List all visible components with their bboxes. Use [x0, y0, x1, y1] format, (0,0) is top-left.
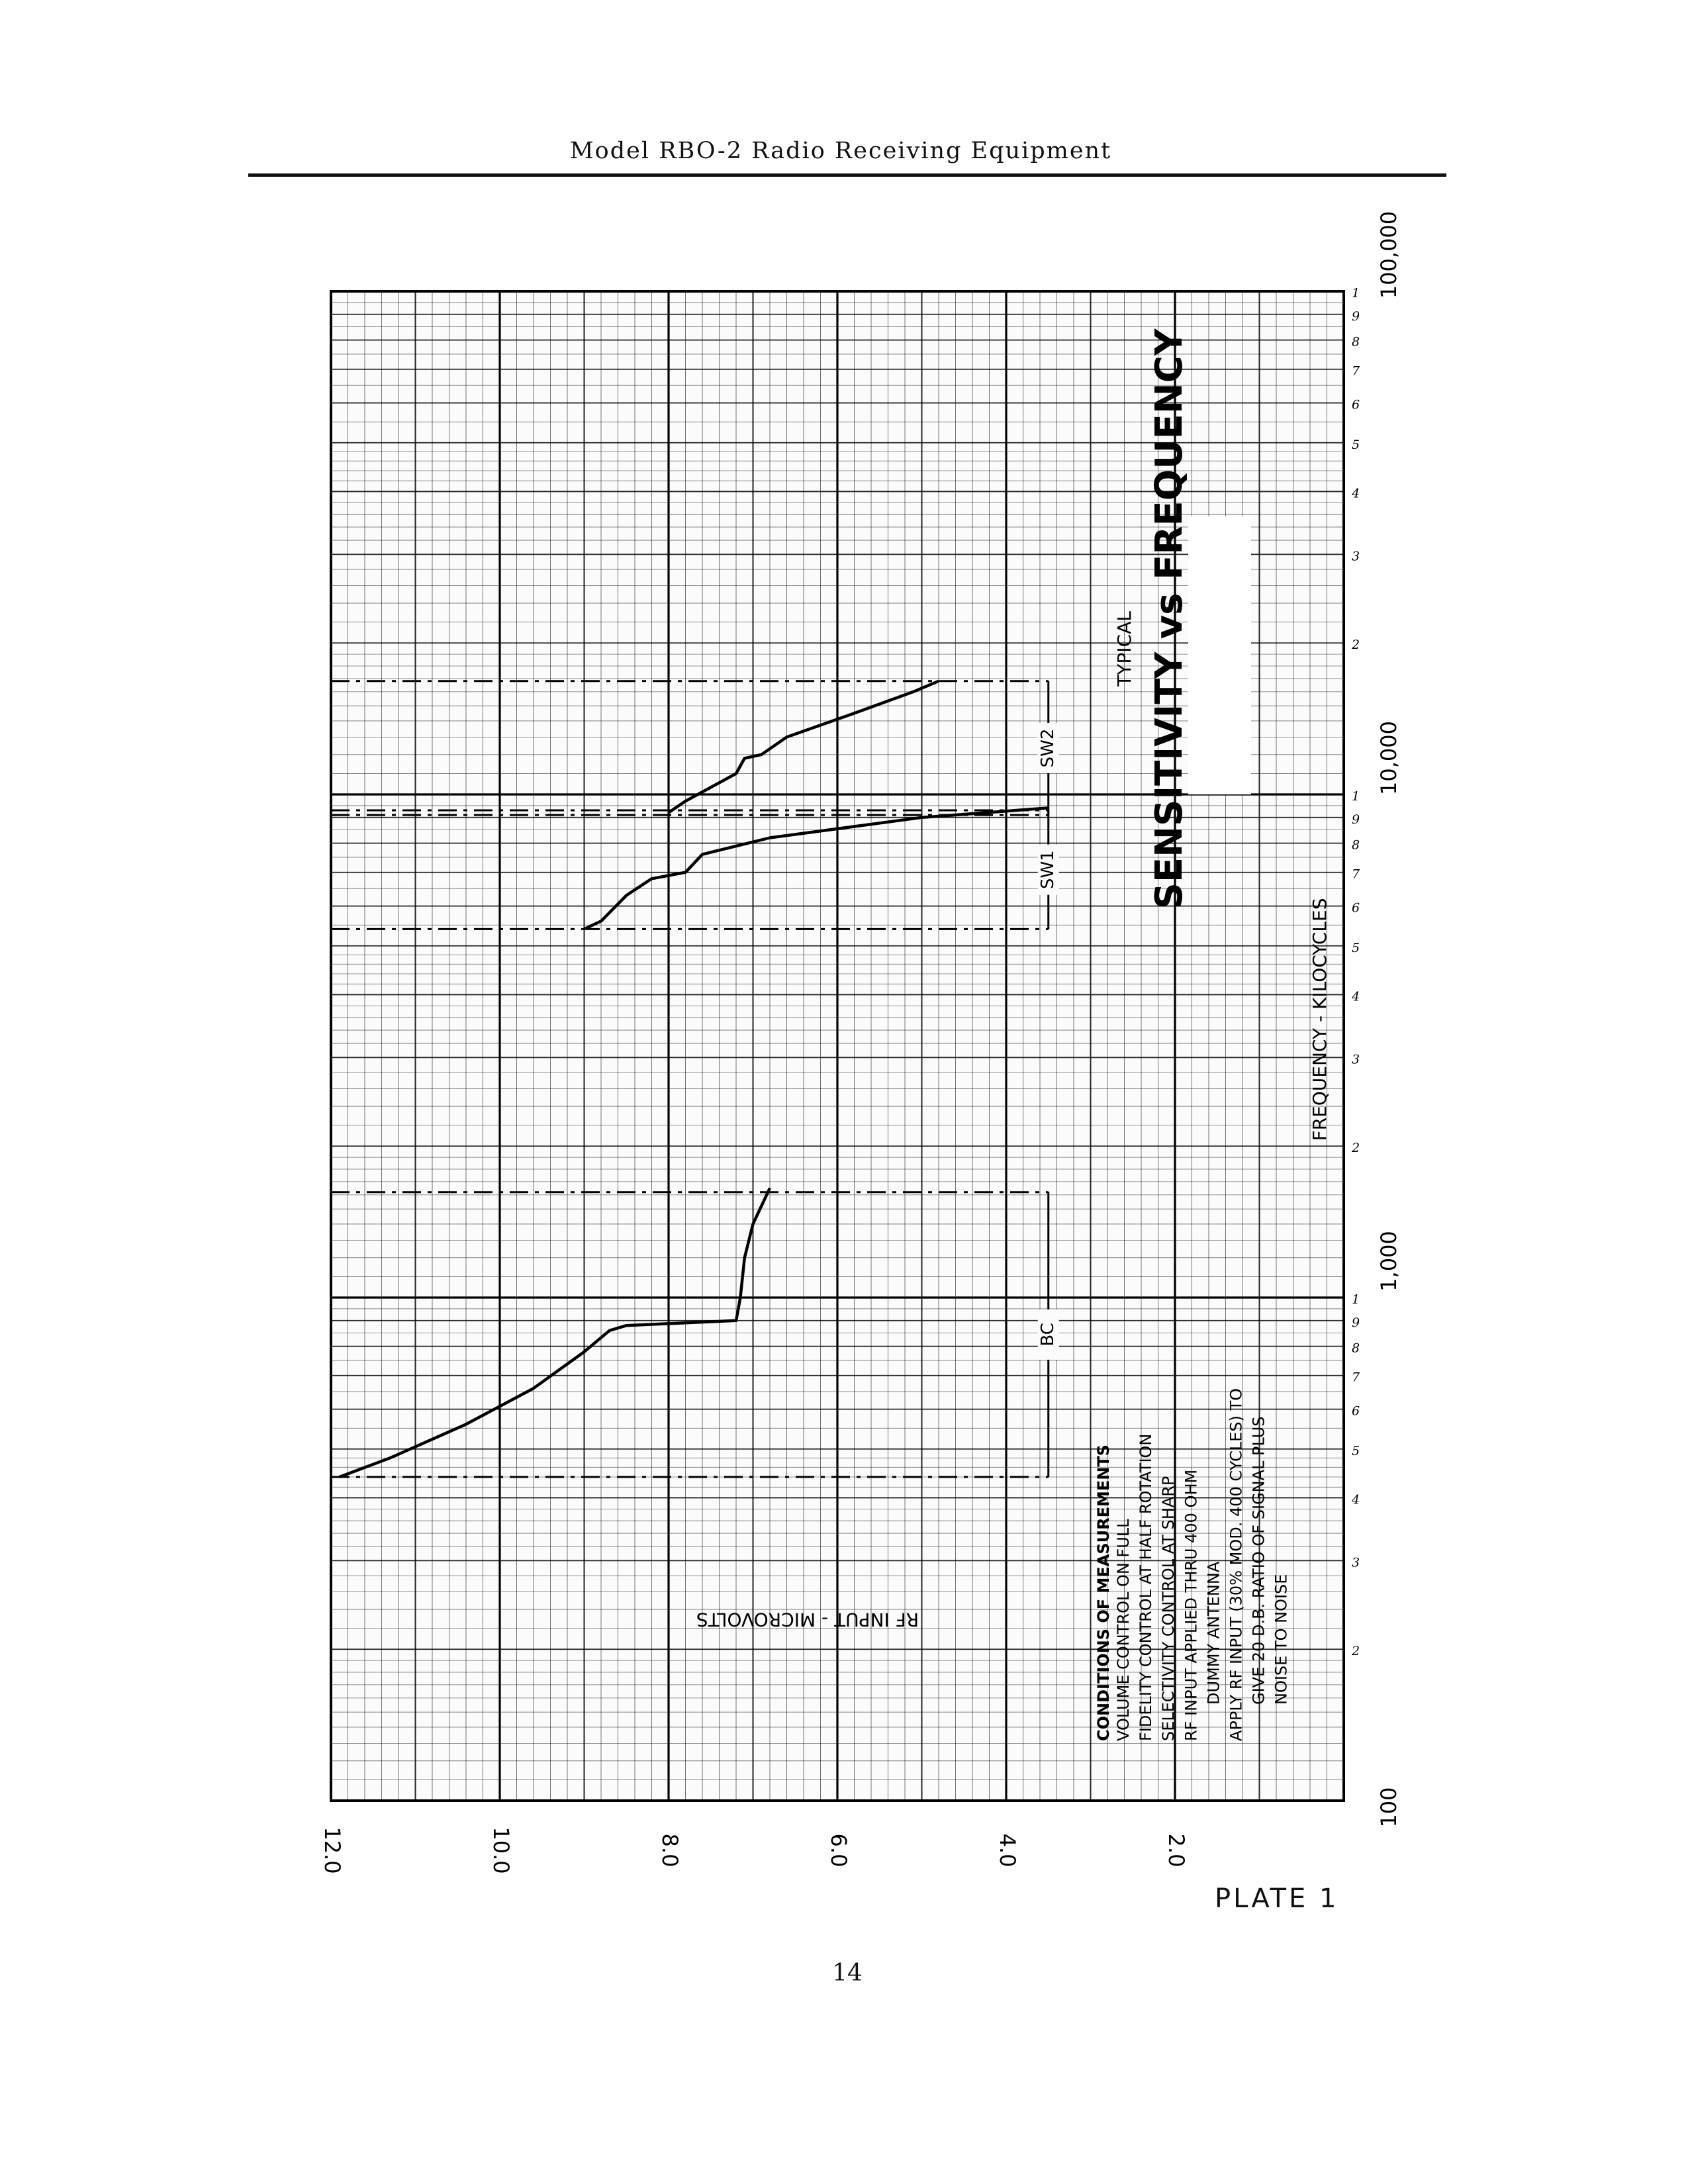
x-minor-tick-label: 8: [1351, 334, 1360, 350]
condition-line: SELECTIVITY CONTROL AT SHARP: [1159, 1476, 1178, 1741]
x-minor-tick-label: 3: [1351, 549, 1360, 564]
x-minor-tick-label: 1: [1351, 1292, 1360, 1307]
plate-label: PLATE 1: [1215, 1883, 1339, 1914]
condition-line: NOISE TO NOISE: [1272, 1574, 1291, 1705]
x-minor-tick-label: 4: [1351, 486, 1360, 501]
chart-title: SENSITIVITY vs FREQUENCY: [1148, 328, 1192, 910]
x-axis-label: FREQUENCY - KILOCYCLES: [1309, 898, 1331, 1141]
y-tick-label: 6.0: [826, 1833, 851, 1868]
x-minor-tick-label: 8: [1351, 1341, 1360, 1356]
x-minor-tick-label: 7: [1351, 867, 1360, 882]
x-minor-tick-label: 2: [1351, 638, 1360, 653]
y-axis-label: RF INPUT - MICROVOLTS: [696, 1609, 919, 1631]
x-minor-tick-label: 9: [1351, 812, 1360, 827]
x-minor-tick-label: 1: [1351, 286, 1360, 301]
x-major-tick-label: 100: [1376, 1787, 1401, 1828]
band-label: SW2: [1038, 728, 1058, 768]
page-number: 14: [832, 1960, 863, 1987]
condition-line: FIDELITY CONTROL AT HALF ROTATION: [1137, 1433, 1156, 1741]
x-minor-tick-label: 5: [1351, 437, 1360, 452]
x-major-tick-label: 10,000: [1376, 721, 1401, 795]
title-box: [1188, 516, 1251, 794]
x-minor-tick-label: 4: [1351, 989, 1360, 1004]
chart-title-typical: TYPICAL: [1113, 611, 1135, 687]
band-label: SW1: [1038, 850, 1058, 890]
x-minor-tick-label: 4: [1351, 1492, 1360, 1507]
x-minor-tick-label: 7: [1351, 363, 1360, 379]
condition-line: DUMMY ANTENNA: [1204, 1561, 1223, 1705]
x-minor-tick-label: 8: [1351, 837, 1360, 853]
condition-line: APPLY RF INPUT (30% MOD. 400 CYCLES) TO: [1227, 1388, 1246, 1741]
x-minor-tick-label: 7: [1351, 1370, 1360, 1385]
x-minor-tick-label: 1: [1351, 789, 1360, 804]
x-major-tick-label: 100,000: [1376, 211, 1401, 299]
y-tick-label: 4.0: [995, 1833, 1020, 1868]
x-major-tick-label: 1,000: [1376, 1231, 1401, 1292]
x-minor-tick-label: 5: [1351, 940, 1360, 955]
x-minor-tick-label: 3: [1351, 1555, 1360, 1570]
x-minor-tick-label: 9: [1351, 1315, 1360, 1330]
y-tick-label: 12.0: [320, 1827, 345, 1874]
x-minor-tick-label: 5: [1351, 1443, 1360, 1458]
y-tick-label: 10.0: [489, 1827, 514, 1874]
conditions-title: CONDITIONS OF MEASUREMENTS: [1094, 1444, 1113, 1741]
y-tick-label: 2.0: [1164, 1833, 1189, 1868]
x-minor-tick-label: 6: [1351, 397, 1360, 412]
condition-line: GIVE 20 D.B. RATIO OF SIGNAL PLUS: [1249, 1416, 1268, 1705]
band-label: BC: [1038, 1323, 1058, 1347]
x-minor-tick-label: 3: [1351, 1052, 1360, 1067]
page-header: Model RBO-2 Radio Receiving Equipment: [569, 138, 1112, 164]
x-minor-tick-label: 2: [1351, 1644, 1360, 1659]
y-tick-label: 8.0: [657, 1833, 682, 1868]
condition-line: VOLUME CONTROL ON FULL: [1114, 1519, 1133, 1741]
condition-line: RF INPUT APPLIED THRU 400 OHM: [1182, 1469, 1201, 1741]
x-minor-tick-label: 9: [1351, 309, 1360, 324]
x-minor-tick-label: 6: [1351, 900, 1360, 916]
x-minor-tick-label: 2: [1351, 1141, 1360, 1156]
x-minor-tick-label: 6: [1351, 1403, 1360, 1419]
